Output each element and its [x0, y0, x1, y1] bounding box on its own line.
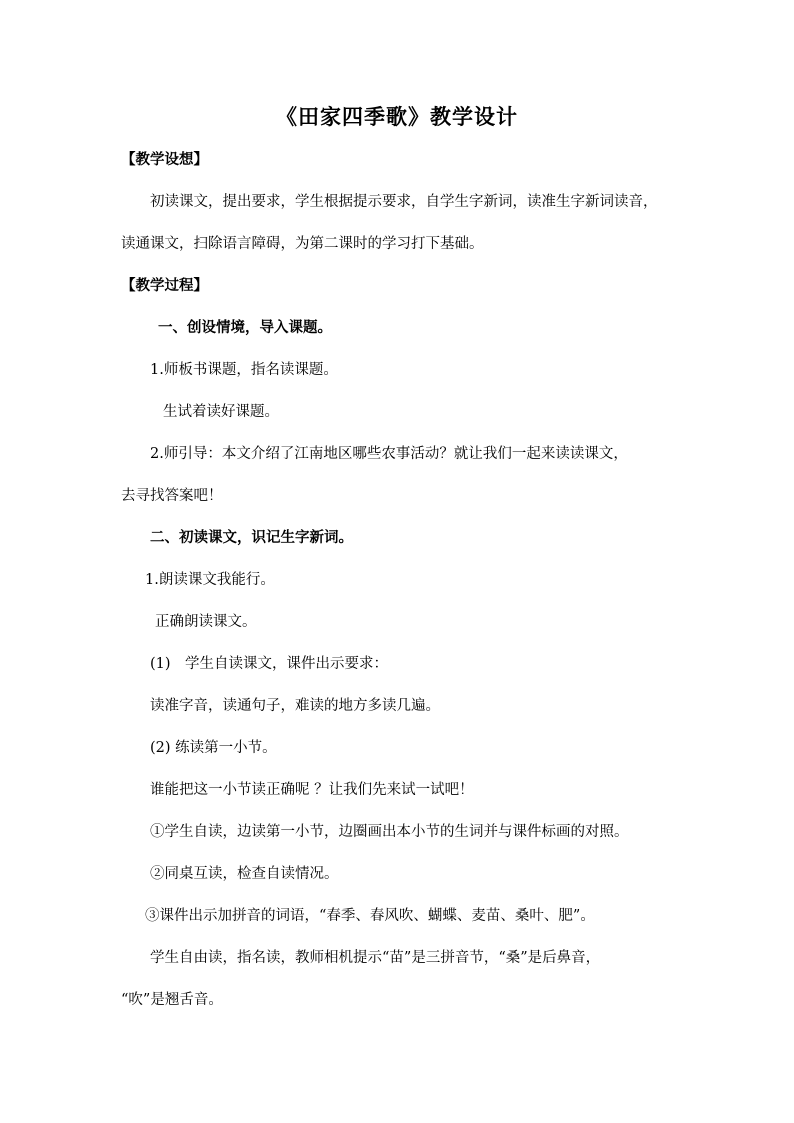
idea-heading: 【教学设想】 [121, 151, 208, 168]
part2-heading: 二、初读课文，识记生字新词。 [150, 529, 353, 546]
part1-item1: 1.师板书课题，指名读课题。 [150, 362, 338, 378]
step-1: ①学生自读，边读第一小节，边圈画出本小节的生词并与课件标画的对照。 [150, 824, 629, 840]
step-3-note-line-1: 学生自由读，指名读，教师相机提示“苗”是三拼音节，“桑”是后鼻音， [150, 950, 601, 966]
step-3: ③课件出示加拼音的词语，“春季、春风吹、蝴蝶、麦苗、桑叶、肥”。 [145, 908, 595, 924]
part2-sub1: (1) 学生自读课文，课件出示要求： [150, 656, 389, 672]
part2-sub2-question: 谁能把这一小节读正确呢 ？让我们先来试一试吧！ [150, 782, 474, 798]
part2-sub2: (2) 练读第一小节。 [150, 740, 277, 756]
part2-sub1-note: 读准字音，读通句子，难读的地方多读几遍。 [150, 698, 440, 714]
step-3-note-line-2: “吹”是翘舌音。 [121, 992, 223, 1008]
part1-item1-note: 生试着读好课题。 [163, 404, 279, 420]
part2-item1: 1.朗读课文我能行。 [145, 572, 275, 588]
document-title: 《田家四季歌》教学设计 [276, 104, 518, 129]
step-2: ②同桌互读，检查自读情况。 [150, 866, 339, 882]
part1-item2-line-1: 2.师引导：本文介绍了江南地区哪些农事活动？就让我们一起来读读课文， [150, 446, 628, 462]
idea-paragraph-line-2: 读通课文，扫除语言障碍，为第二课时的学习打下基础。 [121, 236, 484, 252]
idea-paragraph-line-1: 初读课文，提出要求，学生根据提示要求，自学生字新词，读准生字新词读音， [150, 194, 658, 210]
part1-item2-line-2: 去寻找答案吧！ [121, 488, 223, 504]
part2-item1-note: 正确朗读课文。 [155, 614, 257, 630]
process-heading: 【教学过程】 [121, 277, 208, 294]
part1-heading: 一、创设情境，导入课题。 [158, 319, 332, 336]
